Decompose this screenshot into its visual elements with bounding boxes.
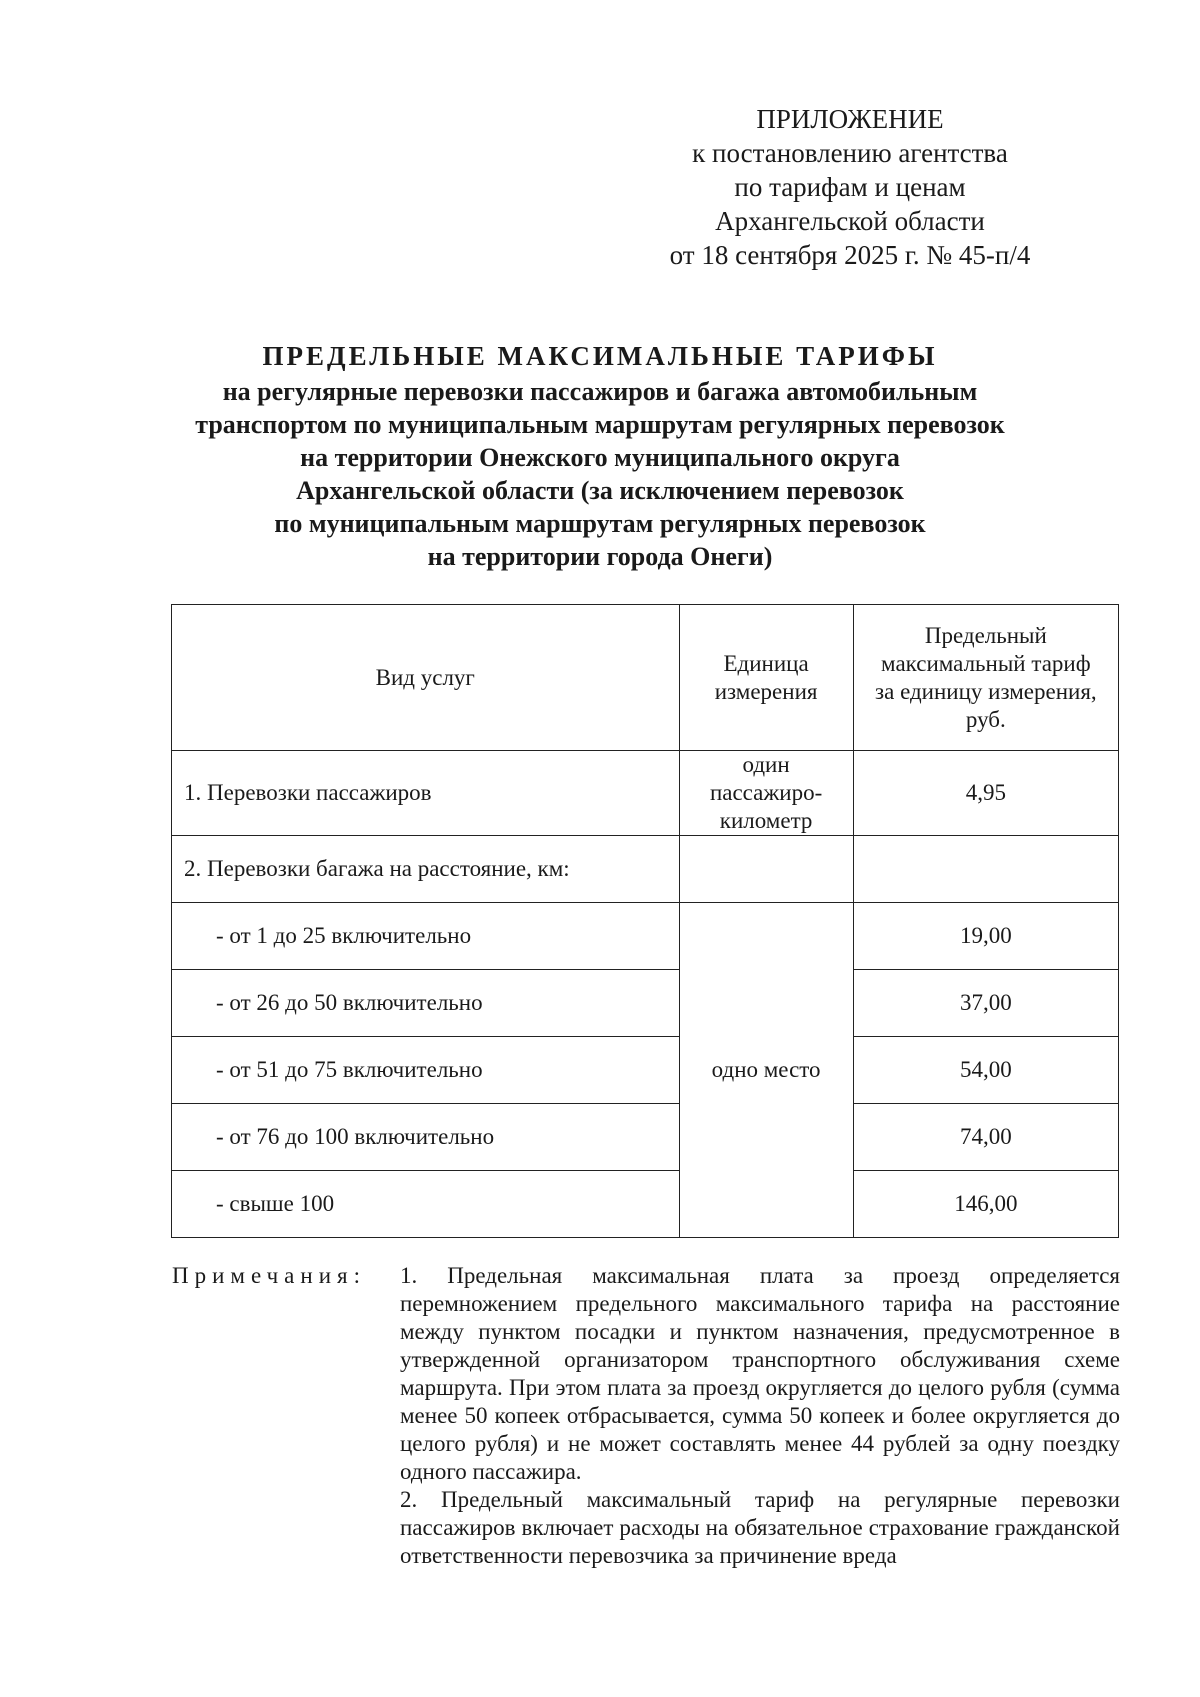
appendix-line: к постановлению агентства xyxy=(692,138,1008,168)
row-tariff: 54,00 xyxy=(853,1037,1118,1104)
appendix-title: ПРИЛОЖЕНИЕ xyxy=(756,104,944,134)
appendix-line: по тарифам и ценам xyxy=(734,172,966,202)
header-tariff-line: руб. xyxy=(965,706,1006,732)
tariff-table xyxy=(171,604,1119,1238)
row-service: - от 51 до 75 включительно xyxy=(172,1037,680,1104)
header-unit-line: Единица xyxy=(723,650,809,676)
document-title xyxy=(150,340,1050,573)
row-service: - от 1 до 25 включительно xyxy=(172,903,680,970)
row-tariff: 37,00 xyxy=(853,970,1118,1037)
table-row xyxy=(172,1037,1119,1104)
row-tariff xyxy=(853,836,1118,903)
note-1: 1. Предельная максимальная плата за проезд определяется перемножением предельного максимального тарифа на расстояние между пунктом посадки и пунктом назначения, предусмотренное в утвержденной организатором транспортного обслуживания схеме маршрута. При этом плата за проезд округляется до целого рубля (сумма менее 50 копеек отбрасывается, сумма 50 копеек и более округляется до целого рубля) и не может составлять менее 44 рублей за одну поездку одного пассажира. xyxy=(400,1263,1120,1484)
table-row xyxy=(172,836,1119,903)
appendix-date-number: от 18 сентября 2025 г. № 45-п/4 xyxy=(669,240,1031,270)
document-title-main: ПРЕДЕЛЬНЫЕ МАКСИМАЛЬНЫЕ ТАРИФЫ xyxy=(262,341,938,371)
appendix-header xyxy=(640,102,1060,272)
baggage-unit: одно место xyxy=(679,903,853,1238)
table-header-row xyxy=(172,605,1119,751)
appendix-line: Архангельской области xyxy=(715,206,985,236)
row-service: - свыше 100 xyxy=(172,1171,680,1238)
header-tariff-line: максимальный тариф xyxy=(881,650,1091,676)
note-2: 2. Предельный максимальный тариф на регулярные перевозки пассажиров включает расходы на обязательное страхование гражданской ответственности перевозчика за причинение вреда xyxy=(400,1487,1120,1568)
table-row xyxy=(172,1104,1119,1171)
row-tariff: 4,95 xyxy=(853,751,1118,836)
row-unit-line: пассажиро- xyxy=(709,780,823,805)
header-tariff-line: за единицу измерения, xyxy=(875,678,1097,704)
document-title-line: транспортом по муниципальным маршрутам регулярных перевозок xyxy=(195,410,1005,439)
table-row xyxy=(172,1171,1119,1238)
table-row xyxy=(172,970,1119,1037)
row-service: 2. Перевозки багажа на расстояние, км: xyxy=(172,836,680,903)
header-unit-line: измерения xyxy=(714,678,818,704)
header-tariff xyxy=(853,605,1118,751)
row-unit xyxy=(679,751,853,836)
row-service: - от 76 до 100 включительно xyxy=(172,1104,680,1171)
row-service: - от 26 до 50 включительно xyxy=(172,970,680,1037)
row-tariff: 19,00 xyxy=(853,903,1118,970)
document-title-line: на территории Онежского муниципального округа xyxy=(300,443,900,472)
row-unit xyxy=(679,836,853,903)
table-row xyxy=(172,751,1119,836)
row-service: 1. Перевозки пассажиров xyxy=(172,751,680,836)
row-unit-line: километр xyxy=(719,808,813,833)
header-service: Вид услуг xyxy=(172,605,680,751)
notes-body xyxy=(400,1262,1120,1570)
notes-label: Примечания: xyxy=(172,1263,366,1288)
document-title-line: по муниципальным маршрутам регулярных перевозок xyxy=(274,509,926,538)
document-title-line: на регулярные перевозки пассажиров и багажа автомобильным xyxy=(222,377,978,406)
table-row xyxy=(172,903,1119,970)
row-tariff: 146,00 xyxy=(853,1171,1118,1238)
header-unit xyxy=(679,605,853,751)
document-title-line: на территории города Онеги) xyxy=(427,542,773,571)
row-tariff: 74,00 xyxy=(853,1104,1118,1171)
row-unit-line: один xyxy=(742,752,790,777)
header-tariff-line: Предельный xyxy=(924,622,1047,648)
document-title-line: Архангельской области (за исключением перевозок xyxy=(296,476,904,505)
